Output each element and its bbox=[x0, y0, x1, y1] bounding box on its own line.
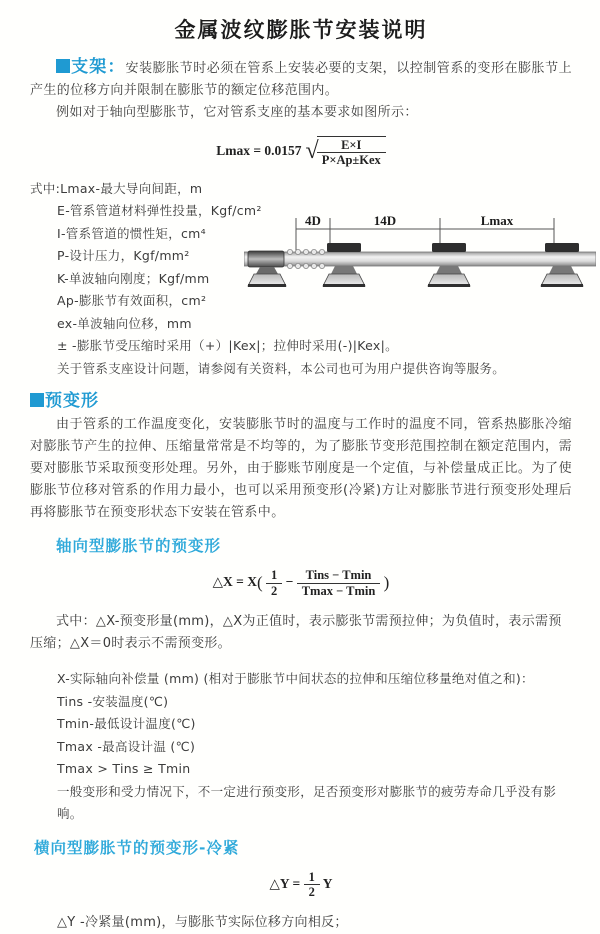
support-section-heading: 支架： bbox=[71, 57, 126, 77]
page-title: 金属波纹膨胀节安装说明 bbox=[174, 18, 428, 42]
lmax-formula bbox=[30, 136, 572, 168]
definition-line: Tmax -最高设计温 (℃) bbox=[57, 738, 196, 754]
definition-line: 式中:Lmax-最大导向间距，m bbox=[30, 180, 203, 196]
definition-line: P-设计压力，Kgf/mm² bbox=[57, 248, 190, 264]
definition-line: Tmin-最低设计温度(℃) bbox=[57, 716, 196, 731]
lateral-formula-explain: △Y -冷紧量(mm)，与膨胀节实际位移方向相反； bbox=[57, 915, 348, 931]
predeform-paragraph: 由于管系的工作温度变化，安装膨胀节时的温度与工作时的温度不同，管系热膨胀冷缩对膨胀节产生的拉伸、压缩量常常是不均等的，为了膨胀节变形范围控制在额定范围内，需要对膨胀节采取预变形处理。另外，由于膨账节刚度是一个定值，与补偿量成正比。为了使膨胀节位移对管系的作用力最小，也可以采用预变形(冷紧)方让对膨胀节进行预变形处理后再将膨胀节在预变形状态下安装在管系中。 bbox=[30, 417, 572, 521]
lateral-denominator: 2 bbox=[304, 884, 320, 899]
lmax-formula-lhs: Lmax = 0.0157 bbox=[216, 142, 302, 158]
minus-sign: − bbox=[285, 574, 294, 590]
definition-line: ± -膨胀节受压缩时采用（+）|Kex|；拉伸时采用(-)|Kex|。 bbox=[57, 338, 398, 354]
half-denominator: 2 bbox=[266, 583, 282, 598]
predeform-section-heading: 预变形 bbox=[45, 391, 99, 412]
definitions-and-diagram bbox=[30, 178, 572, 381]
section-marker-square bbox=[56, 59, 70, 73]
half-numerator: 1 bbox=[271, 568, 278, 583]
support-example-line: 例如对于轴向型膨胀节，它对管系支座的基本要求如图所示： bbox=[56, 105, 418, 120]
definition-line: 一般变形和受力情况下，不一定进行预变形，足否预变形对膨胀节的疲劳寿命几乎没有影响。 bbox=[57, 783, 557, 821]
support-intro-paragraph bbox=[30, 56, 572, 102]
diagram-label-lmax: Lmax bbox=[480, 212, 514, 228]
temp-numerator: Tins − Tmin bbox=[305, 568, 372, 583]
definition-line: Tmax > Tins ≥ Tmin bbox=[57, 761, 191, 776]
diagram-label-4d: 4D bbox=[305, 212, 321, 228]
definition-line: I-管系管道的惯性矩，cm⁴ bbox=[57, 225, 206, 241]
predeform-heading-row bbox=[30, 390, 572, 414]
anchor-support bbox=[248, 251, 286, 287]
lateral-formula-rhs: Y bbox=[322, 875, 333, 891]
lateral-formula-fraction bbox=[304, 870, 320, 900]
pipe-support-diagram bbox=[244, 208, 596, 308]
definition-line: E-管系管道材料弹性投量，Kgf/cm² bbox=[57, 203, 262, 219]
section-marker-square bbox=[30, 393, 44, 407]
diagram-label-14d: 14D bbox=[373, 212, 397, 228]
lateral-subheading: 横向型膨胀节的预变形-冷紧 bbox=[34, 838, 240, 857]
axial-formula-explain: 式中：△X-预变形量(mm)，△X为正值时，表示膨张节需预拉伸；为负值时，表示需预压缩；△X＝0时表示不需预变形。 bbox=[30, 614, 562, 651]
lateral-formula bbox=[30, 870, 572, 900]
axial-formula-half-fraction bbox=[266, 568, 282, 598]
axial-subheading: 轴向型膨胀节的预变形 bbox=[56, 537, 222, 556]
support-intro-text: 安装膨胀节时必须在管系上安装必要的支架，以控制管系的变形在膨胀节上产生的位移方向并限制在膨胀节的额定位移范围内。 bbox=[30, 61, 573, 98]
definition-line: X-实际轴向补偿量 (mm) (相对于膨胀节中间状态的拉伸和压缩位移量绝对值之和)： bbox=[57, 671, 534, 686]
close-paren: ) bbox=[383, 573, 390, 593]
axial-formula-lhs: △X = X bbox=[212, 574, 257, 590]
lmax-formula-denominator: P×Ap±Kex bbox=[317, 152, 386, 167]
axial-definitions-list bbox=[30, 668, 572, 826]
lateral-formula-lhs: △Y = bbox=[269, 875, 301, 891]
lmax-formula-radicand bbox=[317, 136, 386, 168]
open-paren: ( bbox=[256, 573, 263, 593]
axial-formula-temp-fraction bbox=[297, 568, 381, 598]
definition-line: K-单波轴向刚度；Kgf/mm bbox=[57, 270, 210, 286]
sqrt-radical-icon: √ bbox=[305, 138, 319, 165]
axial-formula bbox=[30, 568, 572, 598]
definition-line: 关于管系支座设计问题，请参阅有关资料，本公司也可为用户提供咨询等服务。 bbox=[57, 360, 506, 376]
lateral-numerator: 1 bbox=[308, 869, 315, 884]
definition-line: Ap-膨胀节有效面积，cm² bbox=[57, 293, 207, 309]
definition-line: Tins -安装温度(℃) bbox=[57, 693, 169, 709]
temp-denominator: Tmax − Tmin bbox=[297, 583, 381, 598]
lmax-formula-numerator: E×I bbox=[341, 138, 362, 152]
definition-line: ex-单波轴向位移，mm bbox=[57, 315, 192, 331]
